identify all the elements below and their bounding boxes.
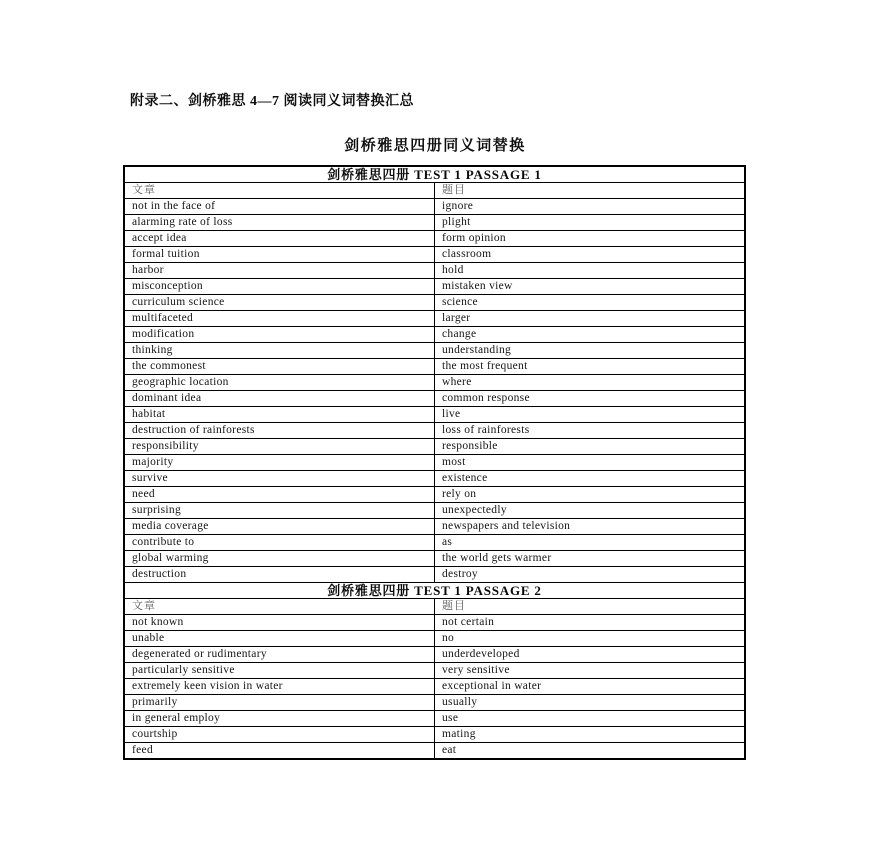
passage-cell: majority	[124, 455, 435, 471]
passage-cell: not in the face of	[124, 199, 435, 215]
question-cell: responsible	[435, 439, 746, 455]
table-row	[124, 231, 745, 247]
table-row	[124, 679, 745, 695]
passage-cell: in general employ	[124, 711, 435, 727]
passage-cell: accept idea	[124, 231, 435, 247]
question-cell: change	[435, 327, 746, 343]
table-row	[124, 551, 745, 567]
table-row	[124, 487, 745, 503]
question-cell: most	[435, 455, 746, 471]
table-row	[124, 663, 745, 679]
passage-cell: contribute to	[124, 535, 435, 551]
passage-cell: alarming rate of loss	[124, 215, 435, 231]
table-row	[124, 471, 745, 487]
passage-cell: survive	[124, 471, 435, 487]
question-cell: hold	[435, 263, 746, 279]
section-header-row	[124, 166, 745, 183]
table-row	[124, 375, 745, 391]
passage-cell: multifaceted	[124, 311, 435, 327]
document-title: 附录二、剑桥雅思 4—7 阅读同义词替换汇总	[130, 94, 414, 109]
table-row	[124, 503, 745, 519]
table-row	[124, 519, 745, 535]
table-row	[124, 359, 745, 375]
question-cell: unexpectedly	[435, 503, 746, 519]
question-cell: classroom	[435, 247, 746, 263]
question-cell: mistaken view	[435, 279, 746, 295]
passage-cell: destruction of rainforests	[124, 423, 435, 439]
question-cell: as	[435, 535, 746, 551]
passage-cell: surprising	[124, 503, 435, 519]
passage-cell: thinking	[124, 343, 435, 359]
table-row	[124, 295, 745, 311]
table-row	[124, 615, 745, 631]
question-cell: rely on	[435, 487, 746, 503]
table-row	[124, 199, 745, 215]
passage-cell: responsibility	[124, 439, 435, 455]
question-cell: destroy	[435, 567, 746, 583]
table-row	[124, 535, 745, 551]
question-column-header: 题目	[435, 599, 746, 615]
table-row	[124, 567, 745, 583]
passage-cell: courtship	[124, 727, 435, 743]
question-cell: live	[435, 407, 746, 423]
passage-cell: extremely keen vision in water	[124, 679, 435, 695]
passage-cell: dominant idea	[124, 391, 435, 407]
table-row	[124, 247, 745, 263]
table-row	[124, 263, 745, 279]
passage-cell: modification	[124, 327, 435, 343]
passage-column-header: 文章	[124, 599, 435, 615]
question-cell: science	[435, 295, 746, 311]
document-subtitle: 剑桥雅思四册同义词替换	[344, 138, 526, 154]
table-row	[124, 343, 745, 359]
passage-cell: curriculum science	[124, 295, 435, 311]
section-header-row	[124, 583, 745, 599]
question-cell: plight	[435, 215, 746, 231]
question-cell: form opinion	[435, 231, 746, 247]
passage-cell: harbor	[124, 263, 435, 279]
passage-cell: unable	[124, 631, 435, 647]
question-cell: newspapers and television	[435, 519, 746, 535]
question-cell: common response	[435, 391, 746, 407]
question-cell: not certain	[435, 615, 746, 631]
question-cell: use	[435, 711, 746, 727]
question-column-header: 题目	[435, 183, 746, 199]
section-header: 剑桥雅思四册 TEST 1 PASSAGE 1	[124, 166, 745, 183]
question-cell: larger	[435, 311, 746, 327]
question-cell: very sensitive	[435, 663, 746, 679]
question-cell: mating	[435, 727, 746, 743]
table-row	[124, 631, 745, 647]
passage-cell: destruction	[124, 567, 435, 583]
table-row	[124, 391, 745, 407]
table-row	[124, 695, 745, 711]
table-row	[124, 279, 745, 295]
table-row	[124, 711, 745, 727]
table-row	[124, 727, 745, 743]
passage-cell: the commonest	[124, 359, 435, 375]
table-row	[124, 439, 745, 455]
passage-cell: degenerated or rudimentary	[124, 647, 435, 663]
passage-cell: misconception	[124, 279, 435, 295]
question-cell: eat	[435, 743, 746, 760]
question-cell: the world gets warmer	[435, 551, 746, 567]
passage-cell: need	[124, 487, 435, 503]
passage-cell: particularly sensitive	[124, 663, 435, 679]
table-row	[124, 311, 745, 327]
question-cell: no	[435, 631, 746, 647]
question-cell: exceptional in water	[435, 679, 746, 695]
table-row	[124, 455, 745, 471]
question-cell: where	[435, 375, 746, 391]
passage-cell: primarily	[124, 695, 435, 711]
passage-cell: global warming	[124, 551, 435, 567]
section-header: 剑桥雅思四册 TEST 1 PASSAGE 2	[124, 583, 745, 599]
question-cell: the most frequent	[435, 359, 746, 375]
passage-cell: habitat	[124, 407, 435, 423]
table-row	[124, 647, 745, 663]
question-cell: existence	[435, 471, 746, 487]
column-header-row	[124, 599, 745, 615]
passage-cell: feed	[124, 743, 435, 760]
table-row	[124, 215, 745, 231]
question-cell: underdeveloped	[435, 647, 746, 663]
passage-cell: not known	[124, 615, 435, 631]
passage-cell: media coverage	[124, 519, 435, 535]
question-cell: usually	[435, 695, 746, 711]
passage-cell: geographic location	[124, 375, 435, 391]
table-row	[124, 423, 745, 439]
table-row	[124, 407, 745, 423]
question-cell: loss of rainforests	[435, 423, 746, 439]
question-cell: understanding	[435, 343, 746, 359]
passage-column-header: 文章	[124, 183, 435, 199]
table-row	[124, 743, 745, 760]
passage-cell: formal tuition	[124, 247, 435, 263]
column-header-row	[124, 183, 745, 199]
question-cell: ignore	[435, 199, 746, 215]
synonym-table	[123, 165, 746, 760]
table-row	[124, 327, 745, 343]
